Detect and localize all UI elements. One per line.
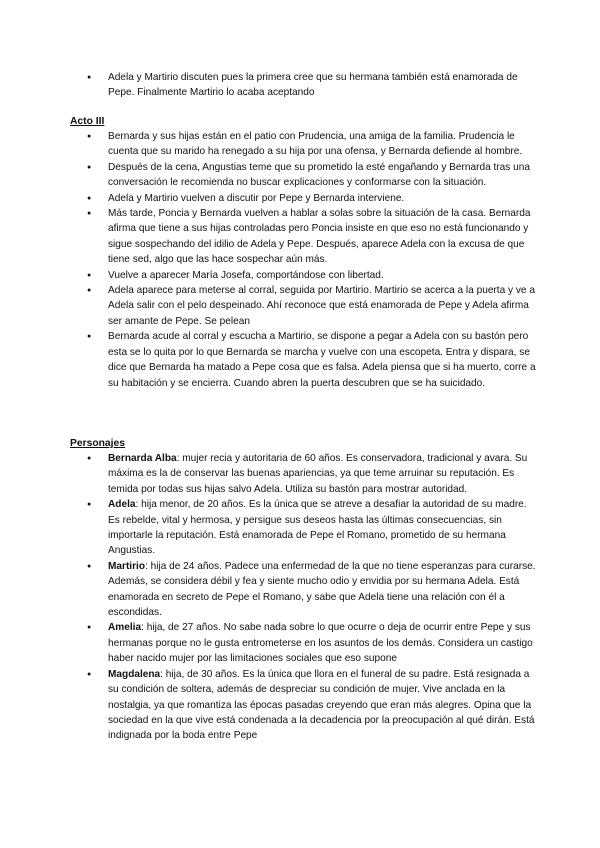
- acto-iii-section: [70, 114, 540, 391]
- section-heading-personajes: Personajes: [70, 438, 125, 449]
- list-item: ● Bernarda acude al corral y escucha a Martirio, se dispone a pegar a Adela con su bastón pero esta se lo quita por lo que Bernarda se marcha y vuelve con una escopeta. Entra y dispara, se dice que Bernarda ha matado a Pepe cosa que es falsa. Adela piensa que si ha muerto, corre a su habitación y se encierra. Cuando abren la puerta descubren que se ha suicidado.: [70, 329, 540, 391]
- character-name: Bernarda Alba: [108, 453, 177, 464]
- character-name: Adela: [108, 499, 136, 511]
- personajes-list: [70, 451, 540, 744]
- character-name: Magdalena: [108, 668, 161, 680]
- list-item: ● Adela y Martirio discuten pues la primera cree que su hermana también está enamorada de Pepe. Finalmente Martirio lo acaba aceptando: [70, 70, 540, 101]
- character-item: [70, 559, 540, 621]
- character-item: [70, 497, 540, 559]
- acto-iii-list: [70, 129, 540, 391]
- list-item: ● Después de la cena, Angustias teme que su prometido la esté engañando y Bernarda tras una conversación le recomienda no buscar explicaciones y conformarse con la situación.: [70, 160, 540, 191]
- character-description: : hija menor, de 20 años. Es la única que se atreve a desafiar la autoridad de su madre. Es rebelde, vital y hermosa, y persigue sus deseos hasta las últimas consecuencias, sin importarle la reputación. Está enamorada de Pepe el Romano, prometido de su hermana Angustias.: [108, 499, 527, 557]
- list-item: ● Bernarda y sus hijas están en el patio con Prudencia, una amiga de la familia. Prudencia le cuenta que su marido ha renegado a su hija por una ofensa, y Bernarda defiende al hombre.: [70, 129, 540, 160]
- character-item: [70, 667, 540, 744]
- character-description: : hija de 24 años. Padece una enfermedad de la que no tiene esperanzas para curarse. Además, se considera débil y fea y siente mucho odio y envidia por su hermana Adela. Está enamorada en secreto de Pepe el Romano, y sabe que Adela tiene una relación con él a escondidas.: [108, 560, 536, 619]
- character-description: : mujer recia y autoritaria de 60 años. Es conservadora, tradicional y avara. Su máxima es la de conservar las buenas apariencias, ya que teme arruinar su reputación. Es temida por todas sus hijas salvo Adela. Utiliza su bastón para mostrar autoridad.: [108, 453, 528, 495]
- character-item: [70, 620, 540, 666]
- character-description: : hija, de 30 años. Es la única que llora en el funeral de su padre. Está resignada a su condición de soltera, además de despreciar su condición de mujer. Vive anclada en la nostalgia, ya que romantiza las épocas pasadas creyendo que eran más alegres. Opina que la sociedad en la que vive está condenada a la decadencia por la preocupación al qué dirán. Está indignada por la boda entre Pepe: [108, 668, 535, 742]
- list-item: ● Adela aparece para meterse al corral, seguida por Martirio. Martirio se acerca a la puerta y ve a Adela salir con el pelo despeinado. Ahí reconoce que está enamorada de Pepe y Adela afirma ser amante de Pepe. Se pelean: [70, 283, 540, 329]
- personajes-section: [70, 436, 540, 744]
- list-item: ● Adela y Martirio vuelven a discutir por Pepe y Bernarda interviene.: [70, 191, 540, 206]
- intro-list: [70, 70, 540, 101]
- section-heading-acto-iii: Acto III: [70, 116, 105, 127]
- list-item: ● Más tarde, Poncia y Bernarda vuelven a hablar a solas sobre la situación de la casa. Bernarda afirma que tiene a sus hijas controladas pero Poncia insiste en que eso no está funcionando y sigue sospechando del idilio de Adela y Pepe. Después, aparece Adela con la excusa de que tiene sed, algo que las hace sospechar aún más.: [70, 206, 540, 268]
- character-name: Martirio: [108, 560, 146, 572]
- list-item: ● Vuelve a aparecer María Josefa, comportándose con libertad.: [70, 268, 540, 283]
- character-item: [70, 451, 540, 497]
- character-name: Amelia: [108, 622, 142, 634]
- character-description: : hija, de 27 años. No sabe nada sobre lo que ocurre o deja de ocurrir entre Pepe y sus hermanas porque no le gusta entrometerse en los asuntos de los demás. Considera un castigo haber nacido mujer por las limitaciones sociales que eso supone: [108, 622, 533, 665]
